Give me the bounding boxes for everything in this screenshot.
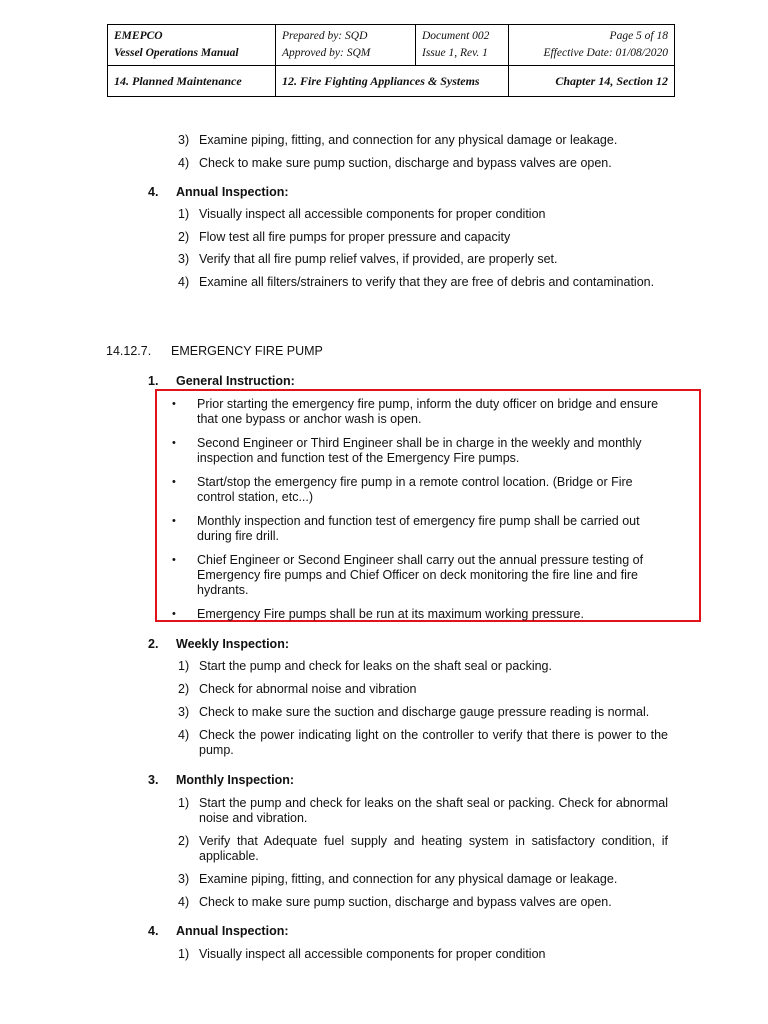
document-header-table [107,24,675,97]
general-instruction-heading: General Instruction: [176,374,295,388]
bullet-icon: • [172,515,176,527]
chapter-ref: Chapter 14, Section 12 [509,66,675,97]
header-prepared-cell [276,25,416,66]
list-item: 2) Verify that Adequate fuel supply and heating system in satisfactory condition, if applicable. [178,834,668,863]
list-item: 1) Visually inspect all accessible components for proper condition [178,947,546,961]
monthly-inspection-heading: Monthly Inspection: [176,773,295,787]
prepared-by: Prepared by: SQD [282,30,368,42]
bullet-icon: • [172,608,176,620]
list-item: 3) Examine piping, fitting, and connection for any physical damage or leakage. [178,872,618,886]
page-number: Page 5 of 18 [609,30,668,42]
list-item: • Chief Engineer or Second Engineer shall carry out the annual pressure testing of Emergency fire pumps and Chief Officer on deck monitoring the fire line and fire hydrants. [172,553,644,597]
bullet-icon: • [172,554,176,566]
approved-by: Approved by: SQM [282,47,371,59]
list-item: • Second Engineer or Third Engineer shall be in charge in the weekly and monthly inspection and function test of the Emergency Fire pumps. [172,436,642,465]
header-company-cell [108,25,276,66]
manual-name: Vessel Operations Manual [114,47,239,59]
bullet-icon: • [172,476,176,488]
effective-date: Effective Date: 01/08/2020 [543,47,668,59]
annual-inspection-number: 4. [148,185,159,199]
list-item: • Prior starting the emergency fire pump, inform the duty officer on bridge and ensure that one bypass or anchor wash is open. [172,397,659,426]
list-item: 2) Check for abnormal noise and vibration [178,682,417,696]
annual-inspection-heading: Annual Inspection: [176,185,289,199]
list-item: 4) Examine all filters/strainers to verify that they are free of debris and contamination. [178,275,655,289]
company-name: EMEPCO [114,30,163,42]
list-item: • Start/stop the emergency fire pump in a remote control location. (Bridge or Fire control station, etc...) [172,475,633,504]
general-instruction-number: 1. [148,374,159,388]
section-number: 14.12.7. [106,344,152,358]
bullet-icon: • [172,398,176,410]
section-area: 14. Planned Maintenance [108,66,276,97]
list-item: • Emergency Fire pumps shall be run at its maximum working pressure. [172,607,584,621]
monthly-inspection-number: 3. [148,773,159,787]
header-page-cell [509,25,675,66]
list-item: 1) Start the pump and check for leaks on the shaft seal or packing. [178,659,552,673]
list-item: 2) Flow test all fire pumps for proper pressure and capacity [178,230,511,244]
issue-revision: Issue 1, Rev. 1 [422,47,488,59]
weekly-inspection-number: 2. [148,637,159,651]
bullet-icon: • [172,437,176,449]
list-item: 3) Check to make sure the suction and discharge gauge pressure reading is normal. [178,705,650,719]
list-item: 4) Check the power indicating light on the controller to verify that there is power to the pump. [178,728,668,757]
header-document-cell [416,25,509,66]
list-item: 4) Check to make sure pump suction, discharge and bypass valves are open. [178,895,612,909]
list-item: 4) Check to make sure pump suction, discharge and bypass valves are open. [178,156,612,170]
list-item: 1) Start the pump and check for leaks on the shaft seal or packing. Check for abnormal noise and vibration. [178,796,668,825]
list-item: 1) Visually inspect all accessible components for proper condition [178,207,546,221]
annual-inspection-number: 4. [148,924,159,938]
annual-inspection-heading: Annual Inspection: [176,924,289,938]
weekly-inspection-heading: Weekly Inspection: [176,637,289,651]
section-heading: EMERGENCY FIRE PUMP [171,344,323,358]
document-number: Document 002 [422,30,490,42]
list-item: • Monthly inspection and function test of emergency fire pump shall be carried out during fire drill. [172,514,640,543]
list-item: 3) Examine piping, fitting, and connection for any physical damage or leakage. [178,133,618,147]
list-item: 3) Verify that all fire pump relief valves, if provided, are properly set. [178,252,558,266]
section-title: 12. Fire Fighting Appliances & Systems [276,66,509,97]
